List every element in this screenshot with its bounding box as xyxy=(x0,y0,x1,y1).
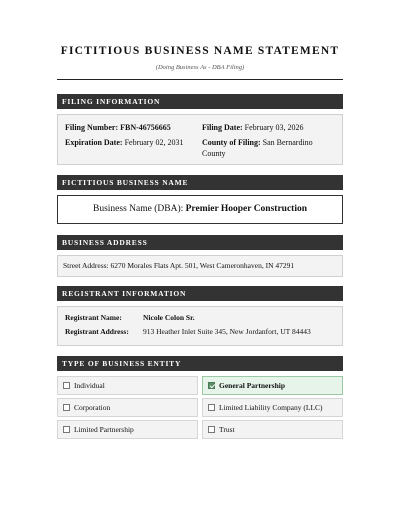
business-address-panel xyxy=(57,255,343,277)
registrant-address-value: 913 Heather Inlet Suite 345, New Jordanfort, UT 84443 xyxy=(143,327,311,336)
filing-information-header: FILING INFORMATION xyxy=(57,94,343,109)
registrant-name-label: Registrant Name: xyxy=(65,313,122,322)
entity-option-corporation[interactable] xyxy=(57,398,198,417)
entity-option-label: General Partnership xyxy=(219,381,286,390)
entity-option-general-partnership[interactable] xyxy=(202,376,343,395)
registrant-information-header: REGISTRANT INFORMATION xyxy=(57,286,343,301)
street-address-label: Street Address: xyxy=(63,261,109,270)
checkbox-icon[interactable] xyxy=(208,426,215,433)
checkbox-icon[interactable] xyxy=(63,426,70,433)
expiration-date-value: February 02, 2031 xyxy=(124,138,184,147)
checkbox-icon[interactable] xyxy=(63,404,70,411)
filing-date xyxy=(202,122,304,133)
entity-option-label: Trust xyxy=(219,425,235,434)
entity-option-label: Limited Partnership xyxy=(74,425,134,434)
registrant-name-value: Nicole Colon Sr. xyxy=(143,313,195,322)
filing-date-value: February 03, 2026 xyxy=(244,123,304,132)
entity-option-individual[interactable] xyxy=(57,376,198,395)
checked-checkbox-icon[interactable] xyxy=(208,382,215,389)
entity-option-label: Corporation xyxy=(74,403,111,412)
county-of-filing xyxy=(202,137,313,148)
business-name-value: Premier Hooper Construction xyxy=(185,204,307,214)
title-divider xyxy=(57,79,343,80)
filing-number-label: Filing Number: xyxy=(65,123,119,132)
entity-type-header: TYPE OF BUSINESS ENTITY xyxy=(57,356,343,371)
business-name-label: Business Name (DBA): xyxy=(93,204,184,214)
registrant-name-row xyxy=(65,313,195,322)
street-address-value: 6270 Morales Flats Apt. 501, West Cameronhaven, IN 47291 xyxy=(110,261,295,270)
document-subtitle: (Doing Business As - DBA Filing) xyxy=(155,64,245,71)
entity-option-trust[interactable] xyxy=(202,420,343,439)
business-address-header: BUSINESS ADDRESS xyxy=(57,235,343,250)
filing-number-value: FBN-46756665 xyxy=(120,123,171,132)
document-title: FICTITIOUS BUSINESS NAME STATEMENT xyxy=(60,45,340,57)
county-label: County of Filing: xyxy=(202,138,261,147)
business-name-header: FICTITIOUS BUSINESS NAME xyxy=(57,175,343,190)
county-value-line1: San Bernardino xyxy=(262,138,313,147)
business-name-box xyxy=(57,195,343,224)
registrant-panel xyxy=(57,306,343,346)
registrant-address-label: Registrant Address: xyxy=(65,327,129,336)
checkbox-icon[interactable] xyxy=(63,382,70,389)
county-value-line2: County xyxy=(202,149,226,158)
entity-option-limited-partnership[interactable] xyxy=(57,420,198,439)
filing-date-label: Filing Date: xyxy=(202,123,243,132)
expiration-date xyxy=(65,137,183,148)
entity-option-llc[interactable] xyxy=(202,398,343,417)
filing-information-panel xyxy=(57,114,343,165)
entity-option-label: Limited Liability Company (LLC) xyxy=(219,403,323,412)
expiration-date-label: Expiration Date: xyxy=(65,138,123,147)
registrant-address-row xyxy=(65,327,311,336)
filing-number xyxy=(65,122,171,133)
checkbox-icon[interactable] xyxy=(208,404,215,411)
entity-option-label: Individual xyxy=(74,381,105,390)
